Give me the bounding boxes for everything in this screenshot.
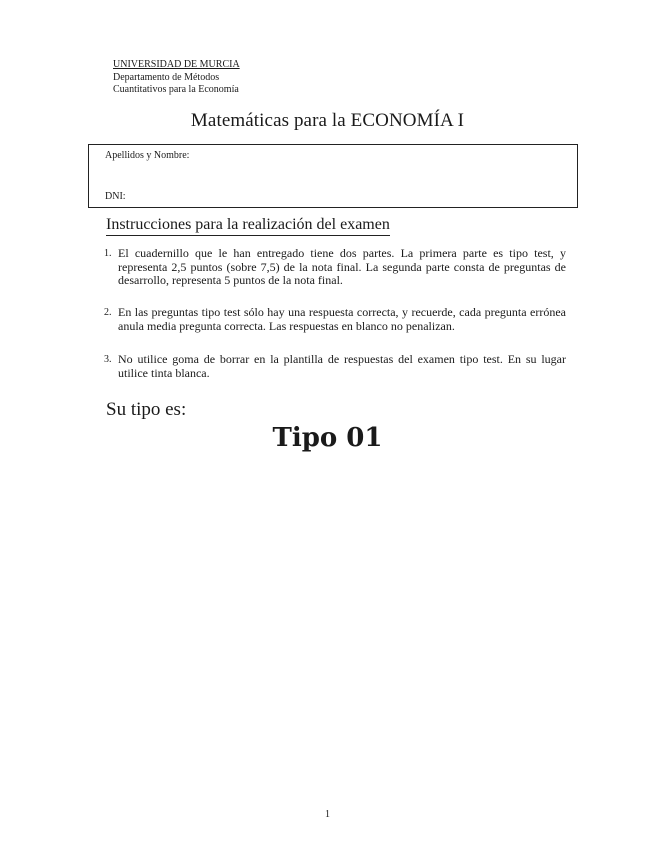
instruction-item-3 (104, 353, 566, 380)
instruction-text: No utilice goma de borrar en la plantilla de respuestas del examen tipo test. En su lugar utilice tinta blanca. (118, 352, 566, 380)
instruction-number: 2. (104, 307, 112, 318)
instruction-text: En las preguntas tipo test sólo hay una respuesta correcta, y recuerde, cada pregunta errónea anula media pregunta correcta. Las respuestas en blanco no penalizan. (118, 305, 566, 333)
institution-header (113, 59, 240, 97)
university-name: UNIVERSIDAD DE MURCIA (113, 59, 240, 70)
student-id-box (88, 144, 578, 208)
instruction-item-1 (104, 247, 566, 288)
department-line-1: Departamento de Métodos (113, 71, 220, 83)
department-line-2: Cuantitativos para la Economía (113, 84, 239, 95)
instructions-heading: Instrucciones para la realización del examen (106, 215, 390, 236)
exam-title: Matemáticas para la ECONOMÍA I (190, 110, 465, 131)
instruction-text: El cuadernillo que le han entregado tiene dos partes. La primera parte es tipo test, y representa 2,5 puntos (sobre 7,5) de la nota final. La segunda parte consta de preguntas de desarrollo, representa 5 puntos de la nota final. (118, 246, 566, 287)
instruction-number: 1. (104, 248, 112, 259)
instruction-number: 3. (104, 354, 112, 365)
page-number: 1 (325, 809, 330, 820)
dni-label: DNI: (105, 191, 126, 202)
instruction-item-2 (104, 306, 566, 333)
exam-type-value: Tipo 01 (272, 423, 383, 453)
exam-type-label: Su tipo es: (106, 399, 187, 420)
name-label: Apellidos y Nombre: (105, 150, 190, 161)
